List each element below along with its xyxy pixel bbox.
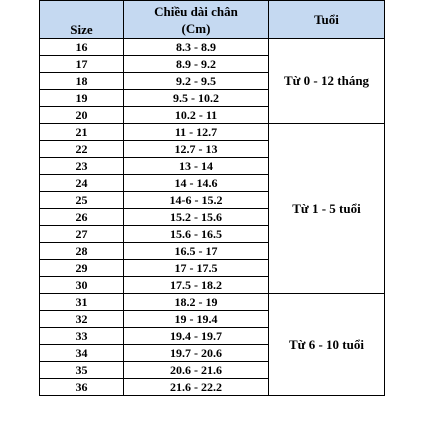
foot-length-cell: 15.6 - 16.5 xyxy=(124,226,269,243)
table-row xyxy=(40,39,385,56)
foot-length-cell: 19.4 - 19.7 xyxy=(124,328,269,345)
size-cell: 31 xyxy=(40,294,124,311)
age-group-cell: Từ 0 - 12 tháng xyxy=(269,39,385,124)
foot-length-cell: 9.2 - 9.5 xyxy=(124,73,269,90)
size-cell: 21 xyxy=(40,124,124,141)
foot-length-cell: 17 - 17.5 xyxy=(124,260,269,277)
size-cell: 30 xyxy=(40,277,124,294)
header-size: Size xyxy=(40,1,124,39)
foot-length-cell: 16.5 - 17 xyxy=(124,243,269,260)
size-cell: 36 xyxy=(40,379,124,396)
table-row xyxy=(40,124,385,141)
size-cell: 27 xyxy=(40,226,124,243)
size-cell: 28 xyxy=(40,243,124,260)
foot-length-cell: 15.2 - 15.6 xyxy=(124,209,269,226)
table-body xyxy=(40,39,385,396)
size-cell: 20 xyxy=(40,107,124,124)
size-cell: 35 xyxy=(40,362,124,379)
foot-length-cell: 9.5 - 10.2 xyxy=(124,90,269,107)
size-cell: 26 xyxy=(40,209,124,226)
age-group-cell: Từ 1 - 5 tuổi xyxy=(269,124,385,294)
size-cell: 19 xyxy=(40,90,124,107)
size-cell: 17 xyxy=(40,56,124,73)
shoe-size-table xyxy=(39,0,385,396)
size-cell: 25 xyxy=(40,192,124,209)
header-foot-length xyxy=(124,1,269,39)
size-cell: 18 xyxy=(40,73,124,90)
size-cell: 22 xyxy=(40,141,124,158)
age-group-cell: Từ 6 - 10 tuổi xyxy=(269,294,385,396)
header-foot-length-line2: (Cm) xyxy=(181,20,211,36)
size-cell: 32 xyxy=(40,311,124,328)
header-foot-length-line1: Chiều dài chân xyxy=(154,3,238,19)
foot-length-cell: 19.7 - 20.6 xyxy=(124,345,269,362)
foot-length-cell: 11 - 12.7 xyxy=(124,124,269,141)
size-cell: 33 xyxy=(40,328,124,345)
size-cell: 16 xyxy=(40,39,124,56)
foot-length-cell: 13 - 14 xyxy=(124,158,269,175)
header-row xyxy=(40,1,385,39)
foot-length-cell: 8.3 - 8.9 xyxy=(124,39,269,56)
foot-length-cell: 12.7 - 13 xyxy=(124,141,269,158)
foot-length-cell: 8.9 - 9.2 xyxy=(124,56,269,73)
foot-length-cell: 18.2 - 19 xyxy=(124,294,269,311)
table-header xyxy=(40,1,385,39)
foot-length-cell: 21.6 - 22.2 xyxy=(124,379,269,396)
foot-length-cell: 14-6 - 15.2 xyxy=(124,192,269,209)
foot-length-cell: 19 - 19.4 xyxy=(124,311,269,328)
size-cell: 34 xyxy=(40,345,124,362)
foot-length-cell: 17.5 - 18.2 xyxy=(124,277,269,294)
foot-length-cell: 20.6 - 21.6 xyxy=(124,362,269,379)
size-cell: 24 xyxy=(40,175,124,192)
header-age: Tuổi xyxy=(269,1,385,39)
table-row xyxy=(40,294,385,311)
foot-length-cell: 10.2 - 11 xyxy=(124,107,269,124)
foot-length-cell: 14 - 14.6 xyxy=(124,175,269,192)
size-cell: 23 xyxy=(40,158,124,175)
size-cell: 29 xyxy=(40,260,124,277)
